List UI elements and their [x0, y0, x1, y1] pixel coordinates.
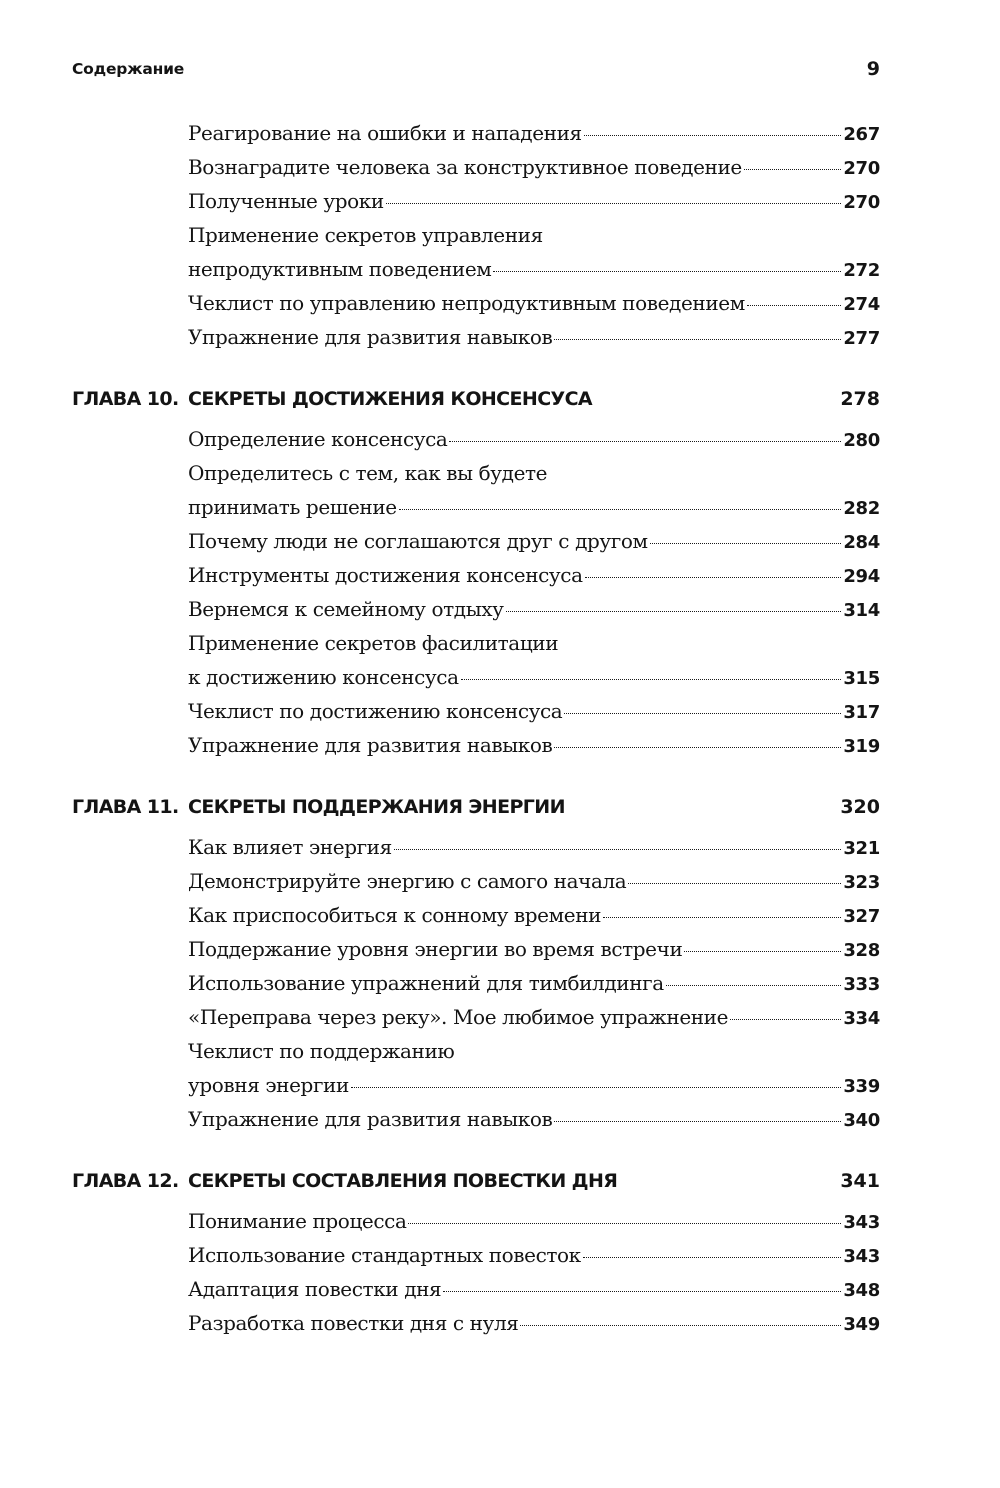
entry-line [188, 116, 880, 150]
chapter-page-number: 278 [840, 388, 880, 410]
entry-page-number: 334 [843, 1008, 880, 1029]
dot-leader [520, 1325, 841, 1326]
toc-entry[interactable] [188, 626, 880, 694]
dot-leader [650, 543, 842, 544]
entry-title: Упражнение для развития навыков [188, 325, 553, 349]
toc-entry[interactable] [188, 1034, 880, 1102]
entry-line [188, 524, 880, 558]
entry-line [188, 422, 880, 456]
entry-title: Поддержание уровня энергии во время встречи [188, 937, 683, 961]
entry-title: Использование упражнений для тимбилдинга [188, 971, 664, 995]
entry-title-first-line: Определитесь с тем, как вы будете [188, 461, 548, 485]
toc-entry[interactable] [188, 218, 880, 286]
toc-entry[interactable] [188, 1272, 880, 1306]
entry-page-number: 343 [843, 1246, 880, 1267]
entry-line [188, 1102, 880, 1136]
entry-page-number: 270 [843, 192, 880, 213]
entry-line [188, 694, 880, 728]
entry-title: непродуктивным поведением [188, 257, 492, 281]
entry-line [188, 830, 880, 864]
toc-entry[interactable] [188, 422, 880, 456]
dot-leader [394, 849, 841, 850]
dot-leader [585, 577, 842, 578]
dot-leader [554, 1121, 841, 1122]
toc-entry[interactable] [188, 1102, 880, 1136]
entry-page-number: 327 [843, 906, 880, 927]
entry-page-number: 343 [843, 1212, 880, 1233]
entry-line [188, 150, 880, 184]
toc-entry[interactable] [188, 694, 880, 728]
entry-line [188, 1306, 880, 1340]
toc-entry[interactable] [188, 592, 880, 626]
dot-leader [747, 305, 841, 306]
entry-line [188, 660, 880, 694]
entry-page-number: 340 [843, 1110, 880, 1131]
dot-leader [399, 509, 842, 510]
entry-title: Демонстрируйте энергию с самого начала [188, 869, 627, 893]
entry-line [188, 728, 880, 762]
toc-entry[interactable] [188, 1306, 880, 1340]
toc-entry[interactable] [188, 558, 880, 592]
running-title: Содержание [72, 60, 185, 78]
dot-leader [744, 169, 841, 170]
entry-title: Реагирование на ошибки и нападения [188, 121, 582, 145]
chapter-title: СЕКРЕТЫ СОСТАВЛЕНИЯ ПОВЕСТКИ ДНЯ [188, 1170, 618, 1192]
entry-title: Как приспособиться к сонному времени [188, 903, 602, 927]
dot-leader [666, 985, 842, 986]
entry-page-number: 321 [843, 838, 880, 859]
dot-leader [506, 611, 842, 612]
toc-entry[interactable] [188, 320, 880, 354]
dot-leader [603, 917, 841, 918]
entry-list [188, 116, 880, 354]
continued-section [72, 116, 880, 354]
entry-title: Упражнение для развития навыков [188, 1107, 553, 1131]
entry-page-number: 317 [843, 702, 880, 723]
entry-line [188, 1204, 880, 1238]
entry-page-number: 333 [843, 974, 880, 995]
dot-leader [461, 679, 842, 680]
dot-leader [583, 1257, 842, 1258]
dot-leader [684, 951, 841, 952]
entry-line [188, 864, 880, 898]
entry-title: «Переправа через реку». Мое любимое упражнение [188, 1005, 729, 1029]
dot-leader [554, 339, 841, 340]
dot-leader [449, 441, 841, 442]
entry-title: Инструменты достижения консенсуса [188, 563, 583, 587]
dot-leader [564, 713, 841, 714]
entry-list [188, 422, 880, 762]
page-number: 9 [866, 58, 880, 80]
toc-entry[interactable] [188, 864, 880, 898]
entry-page-number: 282 [843, 498, 880, 519]
chapter-title: СЕКРЕТЫ ПОДДЕРЖАНИЯ ЭНЕРГИИ [188, 796, 565, 818]
toc-entry[interactable] [188, 1238, 880, 1272]
entry-page-number: 270 [843, 158, 880, 179]
toc-entry[interactable] [188, 524, 880, 558]
dot-leader [628, 883, 841, 884]
entry-page-number: 272 [843, 260, 880, 281]
toc-entry[interactable] [188, 932, 880, 966]
entry-title: принимать решение [188, 495, 397, 519]
entry-page-number: 349 [843, 1314, 880, 1335]
chapter-section [72, 1170, 880, 1340]
entry-page-number: 277 [843, 328, 880, 349]
toc-entry[interactable] [188, 966, 880, 1000]
toc-entry[interactable] [188, 116, 880, 150]
entry-title: Чеклист по достижению консенсуса [188, 699, 563, 723]
entry-line [188, 592, 880, 626]
entry-page-number: 348 [843, 1280, 880, 1301]
entry-page-number: 319 [843, 736, 880, 757]
entry-line [188, 966, 880, 1000]
dot-leader [493, 271, 841, 272]
entry-title: Вознаградите человека за конструктивное поведение [188, 155, 742, 179]
toc-entry[interactable] [188, 456, 880, 524]
entry-page-number: 267 [843, 124, 880, 145]
toc-entry[interactable] [188, 728, 880, 762]
dot-leader [351, 1087, 841, 1088]
chapter-page-number: 341 [840, 1170, 880, 1192]
entry-title: Адаптация повестки дня [188, 1277, 442, 1301]
entry-line [188, 184, 880, 218]
entry-title: Как влияет энергия [188, 835, 392, 859]
entry-line [188, 1272, 880, 1306]
entry-page-number: 314 [843, 600, 880, 621]
entry-line [188, 490, 880, 524]
chapter-heading[interactable] [72, 796, 880, 830]
entry-page-number: 284 [843, 532, 880, 553]
chapter-title: СЕКРЕТЫ ДОСТИЖЕНИЯ КОНСЕНСУСА [188, 388, 593, 410]
entry-page-number: 274 [843, 294, 880, 315]
entry-line [188, 252, 880, 286]
dot-leader [554, 747, 841, 748]
chapter-label: ГЛАВА 10. [72, 388, 179, 410]
entry-line [188, 320, 880, 354]
entry-page-number: 328 [843, 940, 880, 961]
entry-title: Полученные уроки [188, 189, 384, 213]
chapter-label: ГЛАВА 11. [72, 796, 179, 818]
chapter-heading[interactable] [72, 388, 880, 422]
chapter-list [72, 388, 880, 1340]
entry-page-number: 323 [843, 872, 880, 893]
entry-line [188, 1000, 880, 1034]
toc-entry[interactable] [188, 184, 880, 218]
table-of-contents [72, 116, 880, 1374]
entry-title: Чеклист по управлению непродуктивным поведением [188, 291, 745, 315]
entry-title: уровня энергии [188, 1073, 349, 1097]
entry-line [188, 932, 880, 966]
entry-title: Вернемся к семейному отдыху [188, 597, 504, 621]
toc-entry[interactable] [188, 1204, 880, 1238]
entry-list [188, 1204, 880, 1340]
chapter-section [72, 388, 880, 762]
entry-title: Понимание процесса [188, 1209, 407, 1233]
entry-line [188, 1068, 880, 1102]
toc-entry[interactable] [188, 1000, 880, 1034]
entry-title-first-line: Применение секретов управления [188, 223, 543, 247]
entry-line [188, 286, 880, 320]
chapter-label: ГЛАВА 12. [72, 1170, 179, 1192]
entry-page-number: 294 [843, 566, 880, 587]
entry-title-first-line: Применение секретов фасилитации [188, 631, 559, 655]
dot-leader [386, 203, 841, 204]
toc-entry[interactable] [188, 150, 880, 184]
chapter-section [72, 796, 880, 1136]
entry-page-number: 280 [843, 430, 880, 451]
dot-leader [584, 135, 842, 136]
running-header [72, 58, 880, 84]
entry-title: Использование стандартных повесток [188, 1243, 581, 1267]
entry-title: Почему люди не соглашаются друг с другом [188, 529, 648, 553]
entry-title: Определение консенсуса [188, 427, 448, 451]
toc-entry[interactable] [188, 830, 880, 864]
entry-list [188, 830, 880, 1136]
entry-title: Упражнение для развития навыков [188, 733, 553, 757]
dot-leader [730, 1019, 841, 1020]
chapter-heading[interactable] [72, 1170, 880, 1204]
toc-entry[interactable] [188, 286, 880, 320]
dot-leader [408, 1223, 841, 1224]
dot-leader [443, 1291, 841, 1292]
entry-page-number: 339 [843, 1076, 880, 1097]
entry-line [188, 898, 880, 932]
entry-title: Разработка повестки дня с нуля [188, 1311, 519, 1335]
entry-line [188, 558, 880, 592]
entry-page-number: 315 [843, 668, 880, 689]
entry-title-first-line: Чеклист по поддержанию [188, 1039, 455, 1063]
entry-line [188, 1238, 880, 1272]
entry-title: к достижению консенсуса [188, 665, 459, 689]
toc-entry[interactable] [188, 898, 880, 932]
chapter-page-number: 320 [840, 796, 880, 818]
